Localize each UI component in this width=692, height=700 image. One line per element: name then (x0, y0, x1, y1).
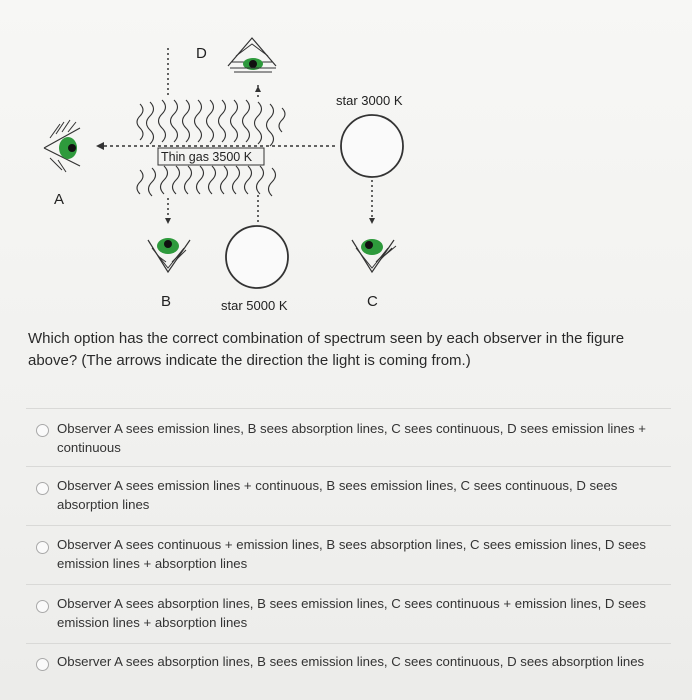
answer-option-label: Observer A sees continuous + emission lines, B sees absorption lines, C sees emission lines, D sees emission lines + absorption lines (57, 537, 646, 571)
observer-c-eye-icon (352, 239, 396, 272)
answer-option-label: Observer A sees absorption lines, B sees emission lines, C sees continuous + emission lines, D sees emission lines + absorption lines (57, 596, 646, 630)
answer-option[interactable] (26, 408, 671, 457)
answer-option[interactable] (26, 466, 671, 514)
star-3000k-label: star 3000 K (336, 93, 403, 108)
radio-button[interactable] (36, 482, 49, 495)
answer-option[interactable] (26, 584, 671, 632)
observer-a-eye-icon (44, 120, 80, 172)
radio-button[interactable] (36, 541, 49, 554)
gas-cloud-label: Thin gas 3500 K (161, 150, 253, 164)
answer-option-label: Observer A sees emission lines + continuous, B sees emission lines, C sees continuous, D sees absorption lines (57, 478, 618, 512)
observer-a-label: A (54, 191, 65, 208)
star-3000k (341, 115, 403, 177)
observer-c-label: C (367, 293, 378, 310)
radio-button[interactable] (36, 600, 49, 613)
answer-option[interactable] (26, 643, 671, 671)
question-text: Which option has the correct combination of spectrum seen by each observer in the figure above? (The arrows indicate the direction the light is coming from.) (28, 330, 625, 369)
star-5000k-label: star 5000 K (221, 298, 288, 313)
observer-d-eye-icon (228, 38, 276, 72)
answer-option-label: Observer A sees absorption lines, B sees emission lines, C sees continuous, D sees absorption lines (57, 654, 645, 669)
star-5000k (226, 226, 288, 288)
radio-button[interactable] (36, 658, 49, 671)
observer-b-eye-icon (148, 238, 190, 272)
radio-button[interactable] (36, 424, 49, 437)
observer-b-label: B (161, 293, 172, 310)
answer-option-label: Observer A sees emission lines, B sees absorption lines, C sees continuous, D sees emission lines + continuous (57, 421, 646, 455)
observer-d-label: D (196, 45, 207, 62)
answer-option[interactable] (26, 525, 671, 573)
spectrum-diagram (0, 0, 692, 320)
